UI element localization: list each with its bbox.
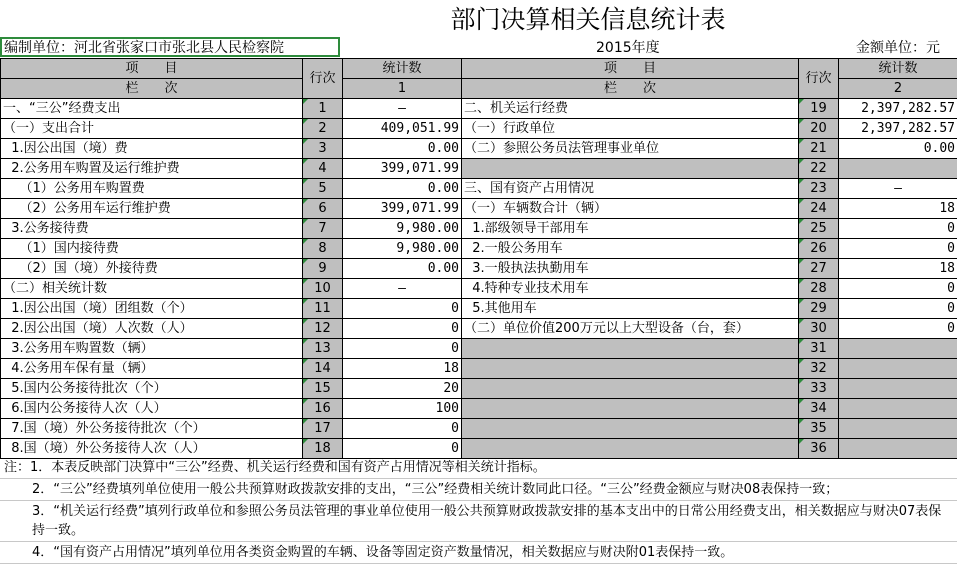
left-stat-value[interactable]: 399,071.99 xyxy=(343,199,462,219)
table-row xyxy=(1,379,957,399)
note-1: 注：1．本表反映部门决算中“三公”经费、机关运行经费和国有资产占用情况等相关统计指标。 xyxy=(0,457,957,479)
left-stat-value[interactable]: 0 xyxy=(343,339,462,359)
notes xyxy=(0,457,957,564)
header-col-label-right: 栏 次 xyxy=(462,79,799,99)
right-row-number[interactable]: 31 xyxy=(799,339,839,359)
report-year: 2015年度 xyxy=(596,40,660,56)
left-row-number[interactable]: 17 xyxy=(303,419,343,439)
right-row-number[interactable]: 35 xyxy=(799,419,839,439)
left-stat-value[interactable]: 9,980.00 xyxy=(343,219,462,239)
left-stat-value[interactable]: 0 xyxy=(343,439,462,459)
header-row xyxy=(1,59,957,79)
right-stat-value[interactable] xyxy=(839,439,957,459)
right-item-label[interactable]: 二、机关运行经费 xyxy=(462,99,799,119)
table-row xyxy=(1,99,957,119)
left-item-label[interactable]: 3.公务用车购置数（辆） xyxy=(1,339,303,359)
right-row-number[interactable]: 33 xyxy=(799,379,839,399)
note-3: 3．“机关运行经费”填列行政单位和参照公务员法管理的事业单位使用一般公共预算财政拨款安排的基本支出中的日常公用经费支出，相关数据应与财决07表保持一致。 xyxy=(0,501,957,542)
note-4: 4．“国有资产占用情况”填列单位用各类资金购置的车辆、设备等固定资产数量情况，相关数据应与财决附01表保持一致。 xyxy=(0,542,957,564)
table-row xyxy=(1,259,957,279)
right-row-number[interactable]: 34 xyxy=(799,399,839,419)
left-stat-value[interactable]: 0.00 xyxy=(343,179,462,199)
left-item-label[interactable]: 4.公务用车保有量（辆） xyxy=(1,359,303,379)
right-stat-value[interactable]: 2,397,282.57 xyxy=(839,99,957,119)
right-item-label[interactable] xyxy=(462,419,799,439)
right-stat-value[interactable] xyxy=(839,359,957,379)
right-row-number[interactable]: 25 xyxy=(799,219,839,239)
table-row xyxy=(1,179,957,199)
right-stat-value[interactable] xyxy=(839,419,957,439)
left-item-label[interactable]: 5.国内公务接待批次（个） xyxy=(1,379,303,399)
right-item-label[interactable]: （二）参照公务员法管理事业单位 xyxy=(462,139,799,159)
left-item-label[interactable]: （2）公务用车运行维护费 xyxy=(1,199,303,219)
right-row-number[interactable]: 27 xyxy=(799,259,839,279)
right-item-label[interactable] xyxy=(462,399,799,419)
left-row-number[interactable]: 6 xyxy=(303,199,343,219)
left-row-number[interactable]: 5 xyxy=(303,179,343,199)
left-row-number[interactable]: 18 xyxy=(303,439,343,459)
unit-label: 编制单位：河北省张家口市张北县人民检察院 xyxy=(4,40,284,56)
table-row xyxy=(1,239,957,259)
right-row-number[interactable]: 22 xyxy=(799,159,839,179)
note-2: 2．“三公”经费填列单位使用一般公共预算财政拨款安排的支出，“三公”经费相关统计数同此口径。“三公”经费金额应与财决08表保持一致； xyxy=(0,479,957,501)
right-item-label[interactable]: 三、国有资产占用情况 xyxy=(462,179,799,199)
header-col-2: 2 xyxy=(839,79,957,99)
left-stat-value[interactable]: 18 xyxy=(343,359,462,379)
left-item-label[interactable]: （一）支出合计 xyxy=(1,119,303,139)
right-item-label[interactable]: 2.一般公务用车 xyxy=(462,239,799,259)
right-item-label[interactable]: 5.其他用车 xyxy=(462,299,799,319)
left-row-number[interactable]: 2 xyxy=(303,119,343,139)
left-row-number[interactable]: 14 xyxy=(303,359,343,379)
right-row-number[interactable]: 26 xyxy=(799,239,839,259)
table-row xyxy=(1,119,957,139)
table-row xyxy=(1,359,957,379)
left-stat-value[interactable]: — xyxy=(343,99,462,119)
left-row-number[interactable]: 8 xyxy=(303,239,343,259)
left-stat-value[interactable]: 0.00 xyxy=(343,259,462,279)
right-stat-value[interactable] xyxy=(839,339,957,359)
right-stat-value[interactable]: 0 xyxy=(839,279,957,299)
right-row-number[interactable]: 20 xyxy=(799,119,839,139)
right-stat-value[interactable]: 0.00 xyxy=(839,139,957,159)
left-item-label[interactable]: （1）公务用车购置费 xyxy=(1,179,303,199)
right-row-number[interactable]: 30 xyxy=(799,319,839,339)
table-row xyxy=(1,299,957,319)
left-stat-value[interactable]: 0 xyxy=(343,299,462,319)
table-row xyxy=(1,319,957,339)
right-item-label[interactable]: 1.部级领导干部用车 xyxy=(462,219,799,239)
table-row xyxy=(1,159,957,179)
header-seq-right: 行次 xyxy=(799,59,839,99)
left-row-number[interactable]: 1 xyxy=(303,99,343,119)
left-item-label[interactable]: 2.因公出国（境）人次数（人） xyxy=(1,319,303,339)
right-row-number[interactable]: 28 xyxy=(799,279,839,299)
left-stat-value[interactable]: 100 xyxy=(343,399,462,419)
left-row-number[interactable]: 15 xyxy=(303,379,343,399)
report-title: 部门决算相关信息统计表 xyxy=(450,5,726,34)
left-item-label[interactable]: 8.国（境）外公务接待人次（人） xyxy=(1,439,303,459)
left-row-number[interactable]: 9 xyxy=(303,259,343,279)
table-row xyxy=(1,139,957,159)
right-row-number[interactable]: 32 xyxy=(799,359,839,379)
table-row xyxy=(1,439,957,459)
right-item-label[interactable]: 4.特种专业技术用车 xyxy=(462,279,799,299)
right-stat-value[interactable]: 0 xyxy=(839,319,957,339)
right-item-label[interactable] xyxy=(462,359,799,379)
left-item-label[interactable]: （2）国（境）外接待费 xyxy=(1,259,303,279)
left-item-label[interactable]: 6.国内公务接待人次（人） xyxy=(1,399,303,419)
left-item-label[interactable]: （1）国内接待费 xyxy=(1,239,303,259)
header-col-1: 1 xyxy=(343,79,462,99)
right-stat-value[interactable] xyxy=(839,159,957,179)
left-row-number[interactable]: 7 xyxy=(303,219,343,239)
right-stat-value[interactable] xyxy=(839,399,957,419)
left-item-label[interactable]: 7.国（境）外公务接待批次（个） xyxy=(1,419,303,439)
right-stat-value[interactable]: 2,397,282.57 xyxy=(839,119,957,139)
right-item-label[interactable] xyxy=(462,159,799,179)
table-row xyxy=(1,339,957,359)
table-row xyxy=(1,219,957,239)
header-item-left: 项 目 xyxy=(1,59,303,79)
right-item-label[interactable] xyxy=(462,379,799,399)
left-row-number[interactable]: 16 xyxy=(303,399,343,419)
right-row-number[interactable]: 21 xyxy=(799,139,839,159)
left-item-label[interactable]: 一、“三公”经费支出 xyxy=(1,99,303,119)
right-row-number[interactable]: 24 xyxy=(799,199,839,219)
left-item-label[interactable]: 1.因公出国（境）团组数（个） xyxy=(1,299,303,319)
table-row xyxy=(1,399,957,419)
left-item-label[interactable]: 2.公务用车购置及运行维护费 xyxy=(1,159,303,179)
left-stat-value[interactable]: 9,980.00 xyxy=(343,239,462,259)
right-stat-value[interactable]: 18 xyxy=(839,199,957,219)
table-row xyxy=(1,199,957,219)
left-item-label[interactable]: 3.公务接待费 xyxy=(1,219,303,239)
header-item-right: 项 目 xyxy=(462,59,799,79)
left-row-number[interactable]: 4 xyxy=(303,159,343,179)
right-row-number[interactable]: 36 xyxy=(799,439,839,459)
left-stat-value[interactable]: — xyxy=(343,279,462,299)
right-item-label[interactable]: 3.一般执法执勤用车 xyxy=(462,259,799,279)
stats-table xyxy=(0,58,957,459)
right-row-number[interactable]: 23 xyxy=(799,179,839,199)
right-item-label[interactable] xyxy=(462,439,799,459)
currency-unit: 金额单位：元 xyxy=(856,40,940,56)
header-stat-right: 统计数 xyxy=(839,59,957,79)
left-stat-value[interactable]: 399,071.99 xyxy=(343,159,462,179)
right-stat-value[interactable]: 0 xyxy=(839,219,957,239)
left-stat-value[interactable]: 20 xyxy=(343,379,462,399)
left-stat-value[interactable]: 0.00 xyxy=(343,139,462,159)
right-item-label[interactable] xyxy=(462,339,799,359)
right-row-number[interactable]: 29 xyxy=(799,299,839,319)
left-row-number[interactable]: 10 xyxy=(303,279,343,299)
table-row xyxy=(1,279,957,299)
right-stat-value[interactable]: 18 xyxy=(839,259,957,279)
left-stat-value[interactable]: 409,051.99 xyxy=(343,119,462,139)
left-row-number[interactable]: 13 xyxy=(303,339,343,359)
right-item-label[interactable]: （一）行政单位 xyxy=(462,119,799,139)
left-item-label[interactable]: （二）相关统计数 xyxy=(1,279,303,299)
right-item-label[interactable]: （一）车辆数合计（辆） xyxy=(462,199,799,219)
left-stat-value[interactable]: 0 xyxy=(343,419,462,439)
header-stat-left: 统计数 xyxy=(343,59,462,79)
header-seq-left: 行次 xyxy=(303,59,343,99)
table-row xyxy=(1,419,957,439)
left-row-number[interactable]: 12 xyxy=(303,319,343,339)
header-col-label-left: 栏 次 xyxy=(1,79,303,99)
left-row-number[interactable]: 3 xyxy=(303,139,343,159)
right-row-number[interactable]: 19 xyxy=(799,99,839,119)
right-stat-value[interactable]: 0 xyxy=(839,239,957,259)
right-stat-value[interactable]: — xyxy=(839,179,957,199)
right-stat-value[interactable]: 0 xyxy=(839,299,957,319)
right-stat-value[interactable] xyxy=(839,379,957,399)
left-item-label[interactable]: 1.因公出国（境）费 xyxy=(1,139,303,159)
left-row-number[interactable]: 11 xyxy=(303,299,343,319)
left-stat-value[interactable]: 0 xyxy=(343,319,462,339)
right-item-label[interactable]: （二）单位价值200万元以上大型设备（台，套） xyxy=(462,319,799,339)
